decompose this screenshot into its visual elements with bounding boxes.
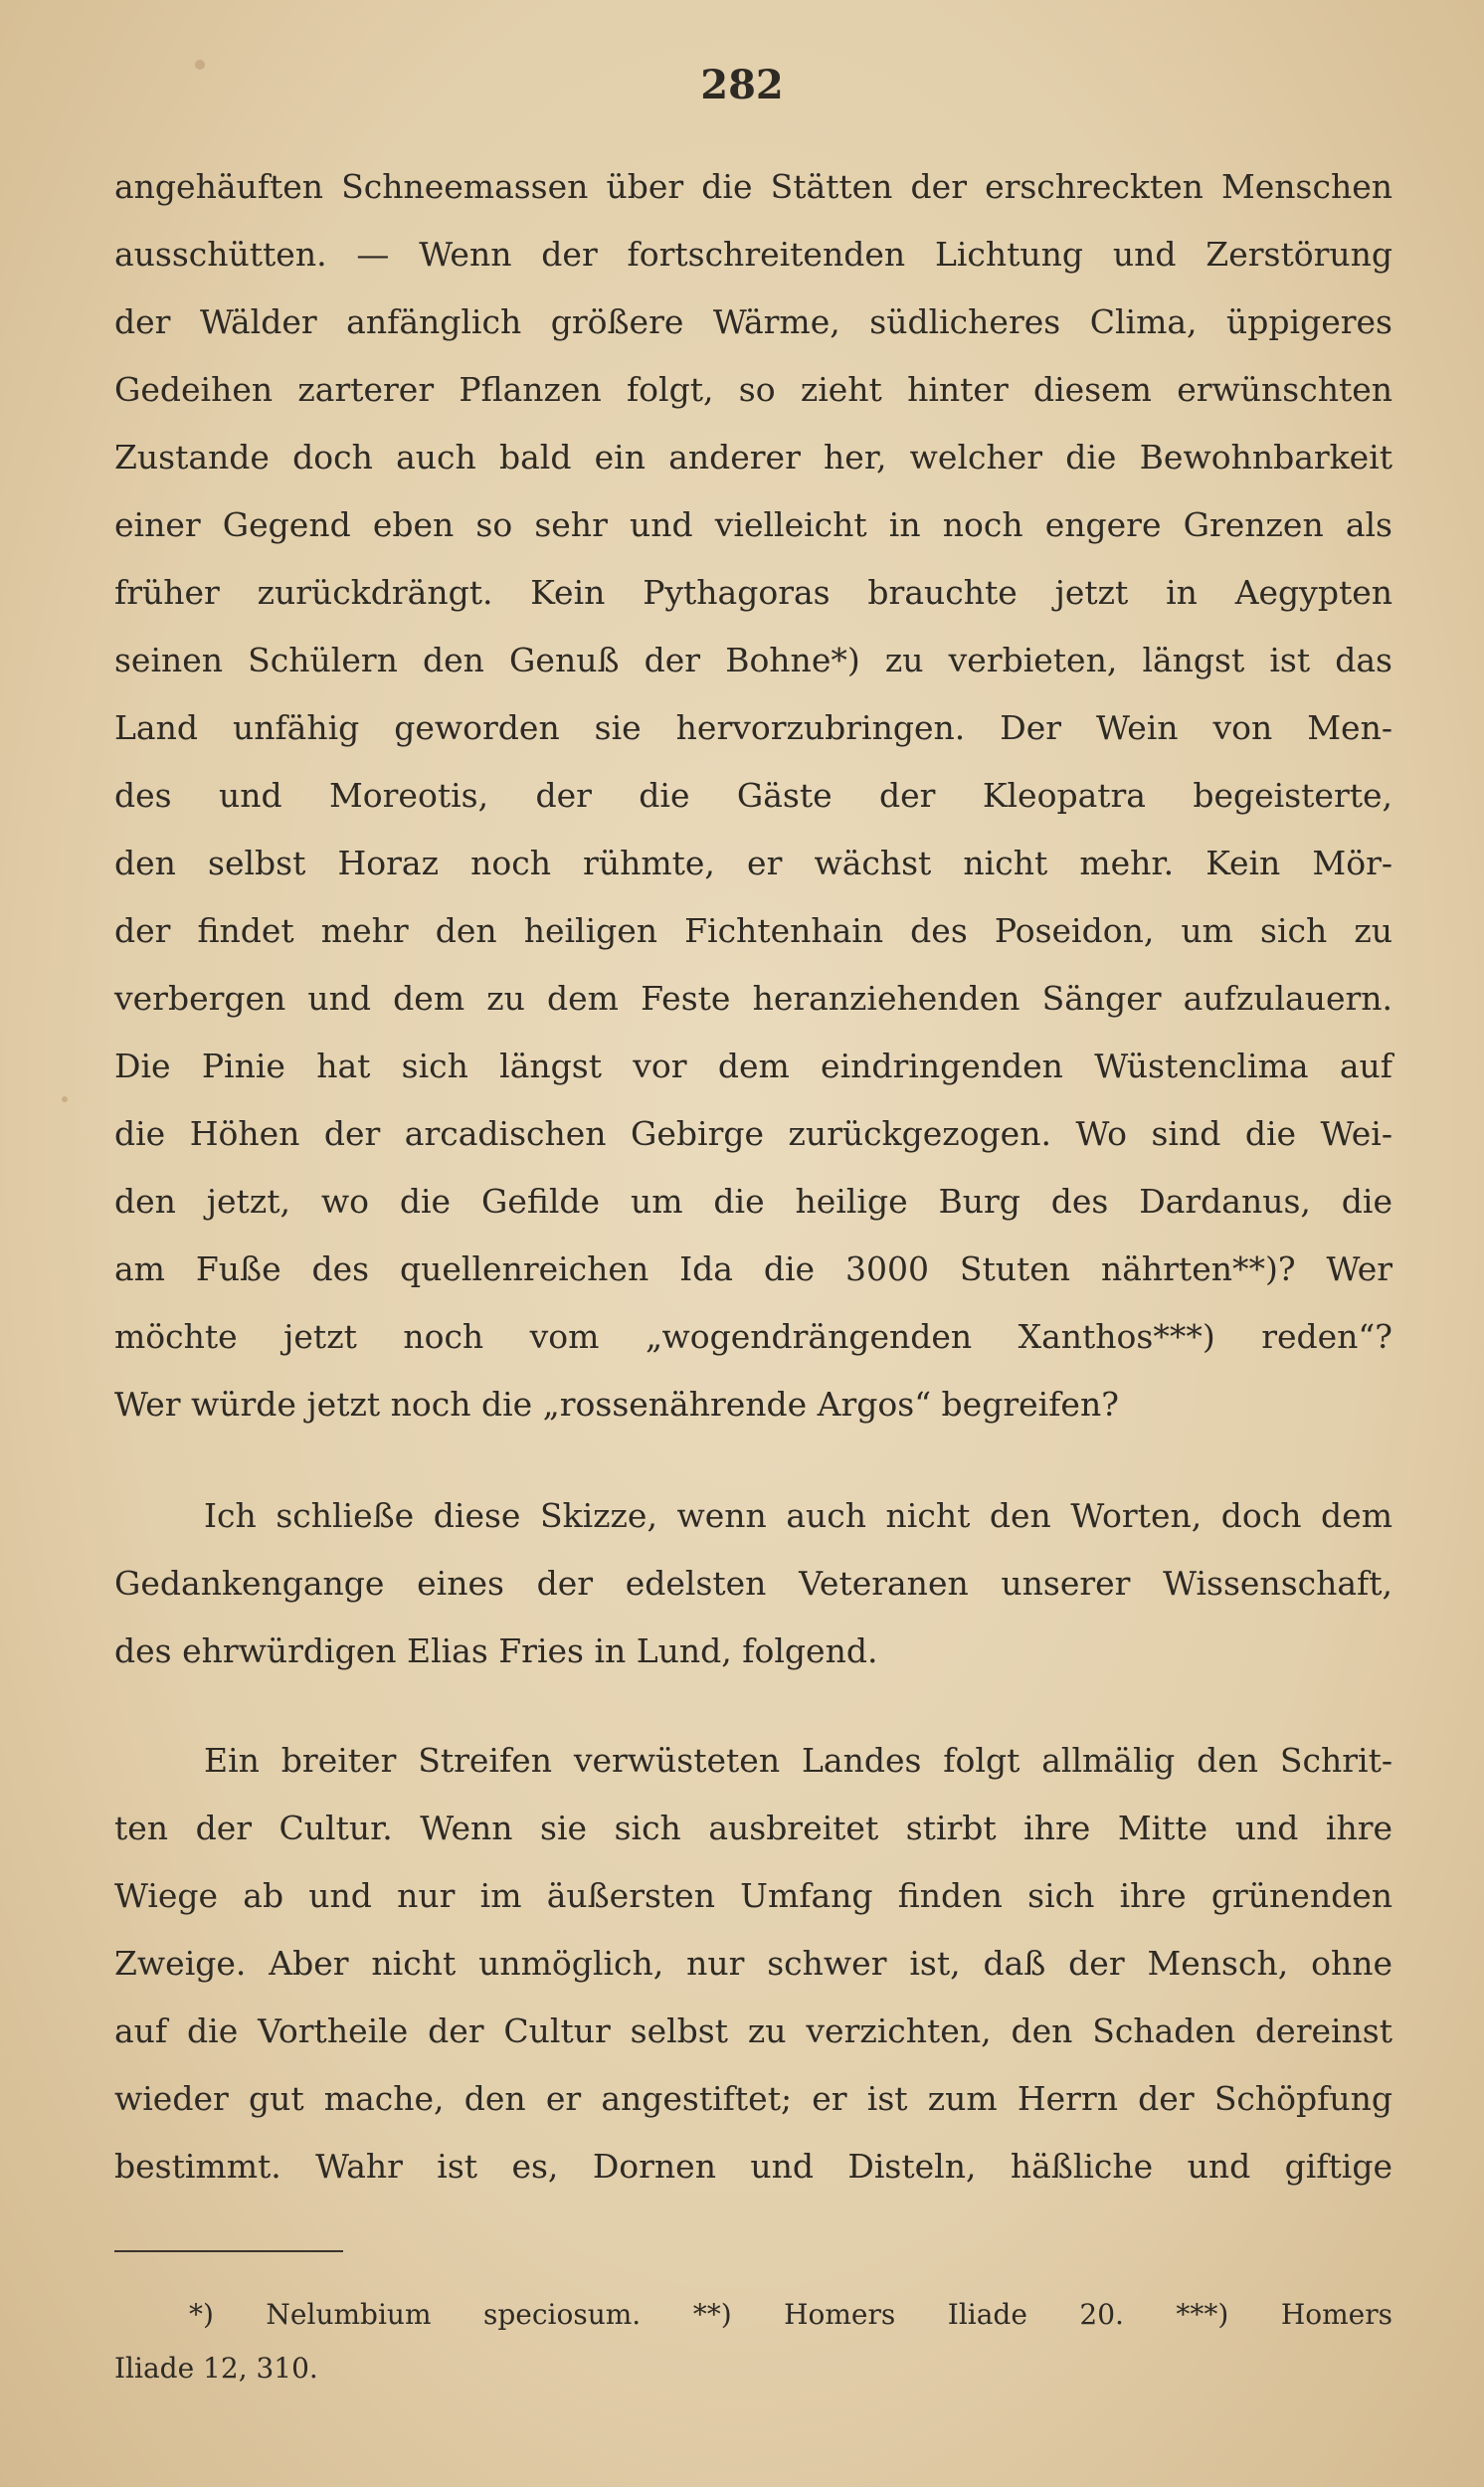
text-line: ausschütten. — Wenn der fortschreitenden Lichtung und Zerstörung	[114, 235, 1392, 274]
footnotes	[114, 2288, 1392, 2395]
text-line: möchte jetzt noch vom „wogendrängenden Xanthos***) reden“?	[114, 1317, 1392, 1356]
paragraph-2	[114, 1482, 1392, 1685]
text-line: am Fuße des quellenreichen Ida die 3000 Stuten nährten**)? Wer	[114, 1249, 1392, 1288]
text-line: Die Pinie hat sich längst vor dem eindringenden Wüstenclima auf	[114, 1047, 1392, 1085]
text-line: Gedeihen zarterer Pflanzen folgt, so zieht hinter diesem erwünschten	[114, 370, 1392, 409]
text-line: des und Moreotis, der die Gäste der Kleopatra begeisterte,	[114, 776, 1392, 815]
page-number: 282	[700, 62, 784, 108]
text-line: einer Gegend eben so sehr und vielleicht in noch engere Grenzen als	[114, 505, 1392, 544]
text-line: Ein breiter Streifen verwüsteten Landes folgt allmälig den Schrit-	[204, 1741, 1392, 1780]
paragraph-1	[114, 153, 1392, 1438]
text-line: Land unfähig geworden sie hervorzubringen. Der Wein von Men-	[114, 708, 1392, 747]
text-line: Zweige. Aber nicht unmöglich, nur schwer ist, daß der Mensch, ohne	[114, 1944, 1392, 1983]
text-line: die Höhen der arcadischen Gebirge zurückgezogen. Wo sind die Wei-	[114, 1114, 1392, 1153]
text-line: früher zurückdrängt. Kein Pythagoras brauchte jetzt in Aegypten	[114, 573, 1392, 612]
text-line: ten der Cultur. Wenn sie sich ausbreitet stirbt ihre Mitte und ihre	[114, 1809, 1392, 1847]
paragraph-3	[114, 1727, 1392, 2200]
footnote-line: *) Nelumbium speciosum. **) Homers Iliade 20. ***) Homers	[189, 2298, 1392, 2331]
text-line: den selbst Horaz noch rühmte, er wächst nicht mehr. Kein Mör-	[114, 844, 1392, 882]
text-line: Zustande doch auch bald ein anderer her, welcher die Bewohnbarkeit	[114, 438, 1392, 477]
text-line: auf die Vortheile der Cultur selbst zu verzichten, den Schaden dereinst	[114, 2011, 1392, 2050]
text-line: Gedankengange eines der edelsten Veteranen unserer Wissenschaft,	[114, 1564, 1392, 1603]
text-line: seinen Schülern den Genuß der Bohne*) zu verbieten, längst ist das	[114, 641, 1392, 679]
text-line: Wer würde jetzt noch die „rossenährende Argos“ begreifen?	[114, 1385, 1119, 1424]
ink-spot	[62, 1096, 68, 1102]
text-line: der Wälder anfänglich größere Wärme, südlicheres Clima, üppigeres	[114, 302, 1392, 341]
text-line: wieder gut mache, den er angestiftet; er ist zum Herrn der Schöpfung	[114, 2079, 1392, 2118]
text-line: bestimmt. Wahr ist es, Dornen und Disteln, häßliche und giftige	[114, 2147, 1392, 2186]
text-line: verbergen und dem zu dem Feste heranziehenden Sänger aufzulauern.	[114, 979, 1392, 1018]
footnote-divider	[114, 2250, 343, 2252]
text-line: des ehrwürdigen Elias Fries in Lund, folgend.	[114, 1631, 878, 1670]
text-line: angehäuften Schneemassen über die Stätten der erschreckten Menschen	[114, 167, 1392, 206]
text-line: der findet mehr den heiligen Fichtenhain des Poseidon, um sich zu	[114, 911, 1392, 950]
text-line: Wiege ab und nur im äußersten Umfang finden sich ihre grünenden	[114, 1876, 1392, 1915]
text-line: Ich schließe diese Skizze, wenn auch nicht den Worten, doch dem	[204, 1496, 1392, 1535]
text-line: den jetzt, wo die Gefilde um die heilige Burg des Dardanus, die	[114, 1182, 1392, 1221]
footnote-line: Iliade 12, 310.	[114, 2352, 318, 2385]
